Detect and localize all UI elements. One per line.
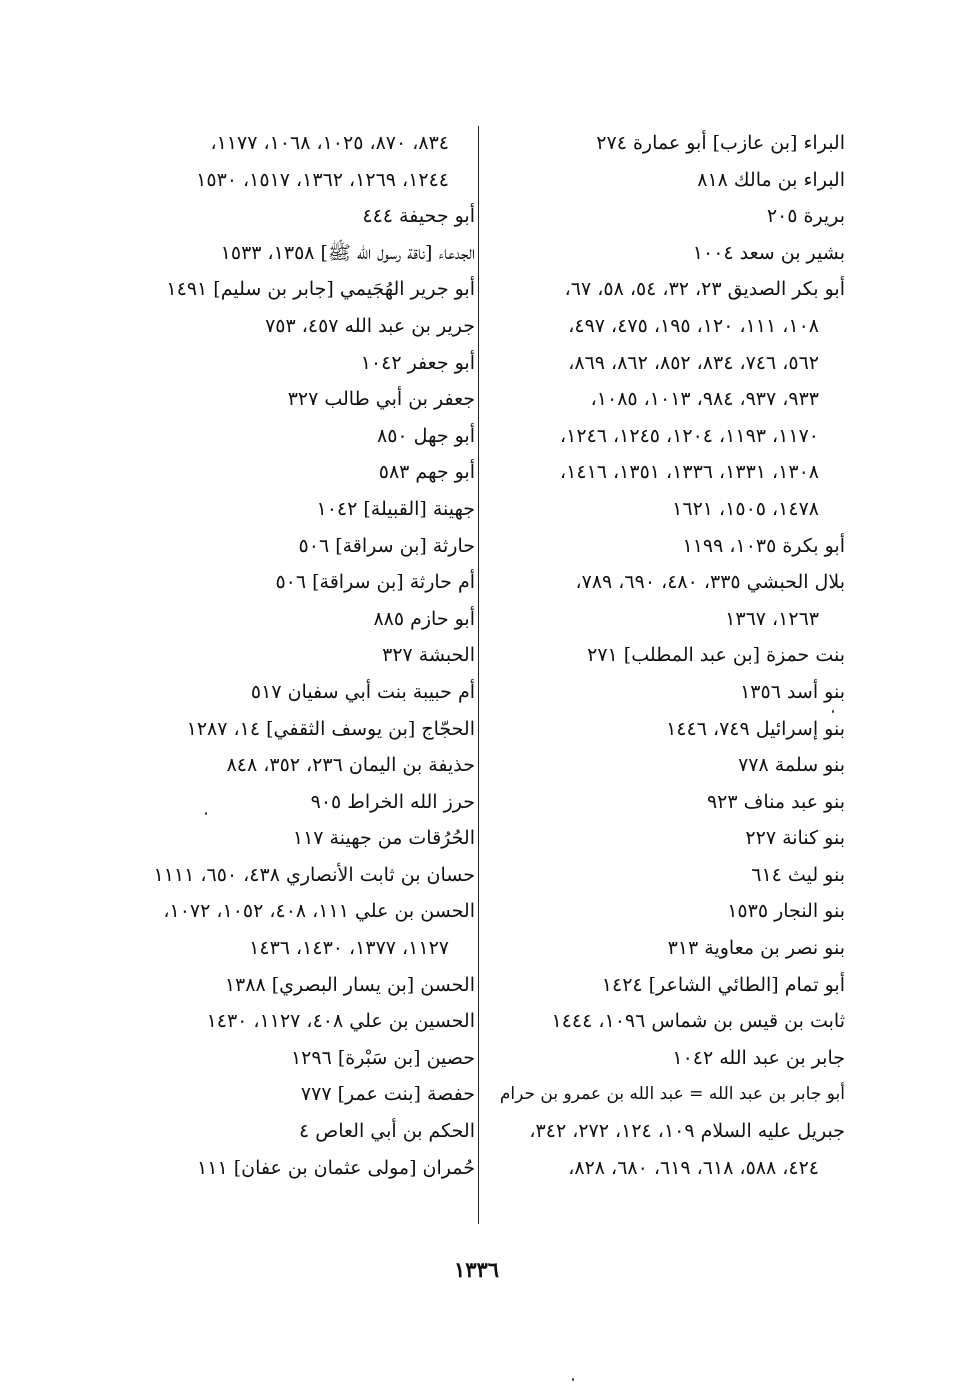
index-entry: الحسن [بن يسار البصري] ١٣٨٨ (224, 973, 475, 996)
index-entry: بريرة ٢٠٥ (766, 205, 845, 228)
index-entry: الحكم بن أبي العاص ٤ (299, 1120, 475, 1143)
index-entry: حُمران [مولى عثمان بن عفان] ١١١ (197, 1156, 475, 1179)
index-entry: الحبشة ٣٢٧ (382, 644, 475, 667)
index-entry: الحجّاج [بن يوسف الثقفي] ١٤، ١٢٨٧ (186, 717, 475, 740)
index-entry: أبو جرير الهُجَيمي [جابر بن سليم] ١٤٩١ (166, 278, 475, 301)
print-speck (832, 710, 834, 713)
index-entry: أبو جحيفة ٤٤٤ (362, 205, 475, 228)
index-entry: بنو إسرائيل ٧٤٩، ١٤٤٦ (666, 717, 845, 740)
index-entry: جابر بن عبد الله ١٠٤٢ (672, 1046, 845, 1069)
index-entry: الحسين بن علي ٤٠٨، ١١٢٧، ١٤٣٠ (206, 1010, 475, 1033)
index-entry-continuation: ١٢٤٤، ١٢٦٩، ١٣٦٢، ١٥١٧، ١٥٣٠ (196, 168, 449, 191)
index-entry: أبو جهم ٥٨٣ (378, 461, 475, 484)
index-entry: حسان بن ثابت الأنصاري ٤٣٨، ٦٥٠، ١١١١ (153, 863, 475, 886)
column-divider (478, 126, 479, 1224)
index-entry: جبريل عليه السلام ١٠٩، ١٢٤، ٢٧٢، ٣٤٢، (529, 1120, 845, 1143)
index-entry: أبو بكرة ١٠٣٥، ١١٩٩ (682, 534, 845, 557)
index-entry: ثابت بن قيس بن شماس ١٠٩٦، ١٤٤٤ (551, 1010, 845, 1033)
page-number: ١٣٣٦ (453, 1257, 500, 1282)
index-entry: حذيفة بن اليمان ٢٣٦، ٣٥٢، ٨٤٨ (226, 754, 475, 777)
print-speck (205, 812, 207, 815)
index-entry: الحُرُقات من جهينة ١١٧ (292, 827, 475, 850)
index-entry: بنو عبد مناف ٩٢٣ (706, 790, 845, 813)
index-entry-continuation: ١٠٨، ١١١، ١٢٠، ١٩٥، ٤٧٥، ٤٩٧، (568, 314, 819, 337)
index-entry-continuation: ١٣٠٨، ١٣٣١، ١٣٣٦، ١٣٥١، ١٤١٦، (560, 461, 819, 484)
index-entry: الحسن بن علي ١١١، ٤٠٨، ١٠٥٢، ١٠٧٢، (163, 900, 475, 923)
index-entry: أبو جابر بن عبد الله = عبد الله بن عمرو بن حرام (499, 1084, 845, 1105)
print-speck (572, 1378, 574, 1381)
index-entry: البراء بن مالك ٨١٨ (697, 168, 845, 191)
index-entry: أم حارثة [بن سراقة] ٥٠٦ (275, 571, 475, 594)
index-entry: بلال الحبشي ٣٣٥، ٤٨٠، ٦٩٠، ٧٨٩، (575, 571, 845, 594)
index-entry: بنت حمزة [بن عبد المطلب] ٢٧١ (587, 644, 845, 667)
index-entry: الجدعاء [ناقة رسول الله ﷺ] ١٣٥٨، ١٥٣٣ (220, 241, 475, 264)
index-entry: أم حبيبة بنت أبي سفيان ٥١٧ (250, 680, 475, 703)
index-entry: بنو كنانة ٢٢٧ (745, 827, 845, 850)
index-entry-continuation: ١٤٧٨، ١٥٠٥، ١٦٢١ (672, 497, 819, 520)
index-column-right (500, 125, 845, 1186)
index-entry-continuation: ١١٧٠، ١١٩٣، ١٢٠٤، ١٢٤٥، ١٢٤٦، (560, 424, 819, 447)
index-entry: بنو النجار ١٥٣٥ (727, 900, 845, 923)
index-entry-continuation: ٥٦٢، ٧٤٦، ٨٣٤، ٨٥٢، ٨٦٢، ٨٦٩، (568, 351, 819, 374)
index-entry: أبو جهل ٨٥٠ (377, 424, 475, 447)
index-entry: حصين [بن سَبْرة] ١٢٩٦ (290, 1046, 475, 1069)
index-entry: حارثة [بن سراقة] ٥٠٦ (298, 534, 475, 557)
index-entry: بنو سلمة ٧٧٨ (738, 754, 845, 777)
index-entry: أبو حازم ٨٨٥ (373, 607, 475, 630)
index-entry: بنو أسد ١٣٥٦ (740, 680, 845, 703)
index-entry: جعفر بن أبي طالب ٣٢٧ (287, 388, 475, 411)
index-entry: بنو نصر بن معاوية ٣١٣ (667, 937, 845, 960)
index-entry: البراء [بن عازب] أبو عمارة ٢٧٤ (596, 132, 845, 154)
index-column-left (113, 125, 475, 1186)
index-entry: بنو ليث ٦١٤ (751, 863, 845, 886)
index-entry: حرز الله الخراط ٩٠٥ (310, 790, 475, 813)
index-entry: بشير بن سعد ١٠٠٤ (692, 241, 845, 264)
index-entry-continuation: ١٢٦٣، ١٣٦٧ (725, 607, 819, 630)
index-entry-continuation: ٩٣٣، ٩٣٧، ٩٨٤، ١٠١٣، ١٠٨٥، (590, 388, 819, 411)
index-entry: حفصة [بنت عمر] ٧٧٧ (300, 1083, 475, 1106)
index-entry: أبو تمام [الطائي الشاعر] ١٤٢٤ (601, 973, 845, 996)
index-entry: جرير بن عبد الله ٤٥٧، ٧٥٣ (265, 314, 475, 337)
index-entry: أبو جعفر ١٠٤٢ (360, 351, 475, 374)
index-entry-continuation: ٨٣٤، ٨٧٠، ١٠٢٥، ١٠٦٨، ١١٧٧، (210, 132, 449, 154)
index-entry: جهينة [القبيلة] ١٠٤٢ (316, 497, 475, 520)
index-entry-continuation: ١١٢٧، ١٣٧٧، ١٤٣٠، ١٤٣٦ (249, 937, 449, 960)
index-entry-continuation: ٤٢٤، ٥٨٨، ٦١٨، ٦١٩، ٦٨٠، ٨٢٨، (568, 1156, 819, 1179)
index-entry: أبو بكر الصديق ٢٣، ٣٢، ٥٤، ٥٨، ٦٧، (564, 278, 845, 301)
